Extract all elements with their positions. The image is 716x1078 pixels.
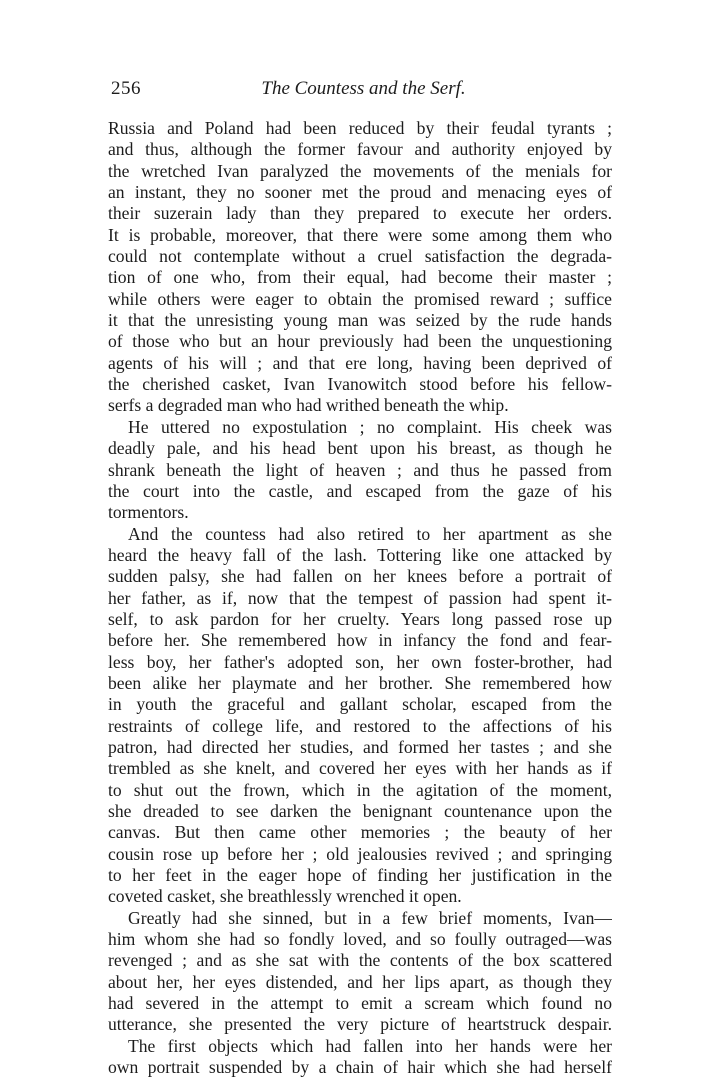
text-line: The first objects which had fallen into her hands were her xyxy=(128,1035,612,1056)
text-line: patron, had directed her studies, and formed her tastes ; and she xyxy=(108,736,612,757)
text-line: It is probable, moreover, that there were some among them who xyxy=(108,224,612,245)
running-title: The Countess and the Serf. xyxy=(261,78,466,99)
text-line: heard the heavy fall of the lash. Tottering like one attacked by xyxy=(108,544,612,565)
text-line: her father, as if, now that the tempest of passion had spent it- xyxy=(108,587,612,608)
text-line: canvas. But then came other memories ; the beauty of her xyxy=(108,822,612,843)
text-line: less boy, her father's adopted son, her own foster-brother, had xyxy=(108,651,612,672)
text-line: before her. She remembered how in infancy the fond and fear- xyxy=(108,630,612,651)
text-line: shrank beneath the light of heaven ; and thus he passed from xyxy=(108,459,612,480)
text-line: sudden palsy, she had fallen on her knees before a portrait of xyxy=(108,566,612,587)
text-line: their suzerain lady than they prepared to execute her orders. xyxy=(108,203,612,224)
text-line: revenged ; and as she sat with the contents of the box scattered xyxy=(108,950,612,971)
text-line: an instant, they no sooner met the proud and menacing eyes of xyxy=(108,182,612,203)
text-line: while others were eager to obtain the promised reward ; suffice xyxy=(108,288,612,309)
text-line: Greatly had she sinned, but in a few brief moments, Ivan— xyxy=(128,907,612,928)
text-line: own portrait suspended by a chain of hair which she had herself xyxy=(108,1057,612,1078)
text-line: him whom she had so fondly loved, and so foully outraged—was xyxy=(108,929,612,950)
text-line: agents of his will ; and that ere long, having been deprived of xyxy=(108,352,612,373)
text-line: it that the unresisting young man was seized by the rude hands xyxy=(108,310,612,331)
text-line: the court into the castle, and escaped from the gaze of his xyxy=(108,480,612,501)
text-line: tormentors. xyxy=(108,502,189,523)
text-line: the cherished casket, Ivan Ivanowitch stood before his fellow- xyxy=(108,374,612,395)
text-line: been alike her playmate and her brother. She remembered how xyxy=(108,672,612,693)
body-text xyxy=(108,118,612,1078)
page-header xyxy=(111,78,616,106)
text-line: had severed in the attempt to emit a scream which found no xyxy=(108,993,612,1014)
text-line: And the countess had also retired to her apartment as she xyxy=(128,523,612,544)
text-line: of those who but an hour previously had been the unquestioning xyxy=(108,331,612,352)
text-line: serfs a degraded man who had writhed beneath the whip. xyxy=(108,395,509,416)
text-line: could not contemplate without a cruel satisfaction the degrada- xyxy=(108,246,612,267)
page-number: 256 xyxy=(111,78,141,99)
text-line: utterance, she presented the very picture of heartstruck despair. xyxy=(108,1014,612,1035)
text-line: to shut out the frown, which in the agitation of the moment, xyxy=(108,779,612,800)
text-line: to her feet in the eager hope of finding her justification in the xyxy=(108,865,612,886)
text-line: cousin rose up before her ; old jealousies revived ; and springing xyxy=(108,843,612,864)
text-line: He uttered no expostulation ; no complaint. His cheek was xyxy=(128,416,612,437)
text-line: about her, her eyes distended, and her lips apart, as though they xyxy=(108,971,612,992)
text-line: self, to ask pardon for her cruelty. Years long passed rose up xyxy=(108,608,612,629)
text-line: and thus, although the former favour and authority enjoyed by xyxy=(108,139,612,160)
text-line: restraints of college life, and restored to the affections of his xyxy=(108,715,612,736)
text-line: deadly pale, and his head bent upon his breast, as though he xyxy=(108,438,612,459)
text-line: tion of one who, from their equal, had become their master ; xyxy=(108,267,612,288)
text-line: in youth the graceful and gallant scholar, escaped from the xyxy=(108,694,612,715)
text-line: she dreaded to see darken the benignant countenance upon the xyxy=(108,801,612,821)
text-line: Russia and Poland had been reduced by their feudal tyrants ; xyxy=(108,118,612,138)
text-line: coveted casket, she breathlessly wrenched it open. xyxy=(108,886,462,907)
text-line: trembled as she knelt, and covered her eyes with her hands as if xyxy=(108,758,612,779)
text-line: the wretched Ivan paralyzed the movements of the menials for xyxy=(108,160,612,181)
